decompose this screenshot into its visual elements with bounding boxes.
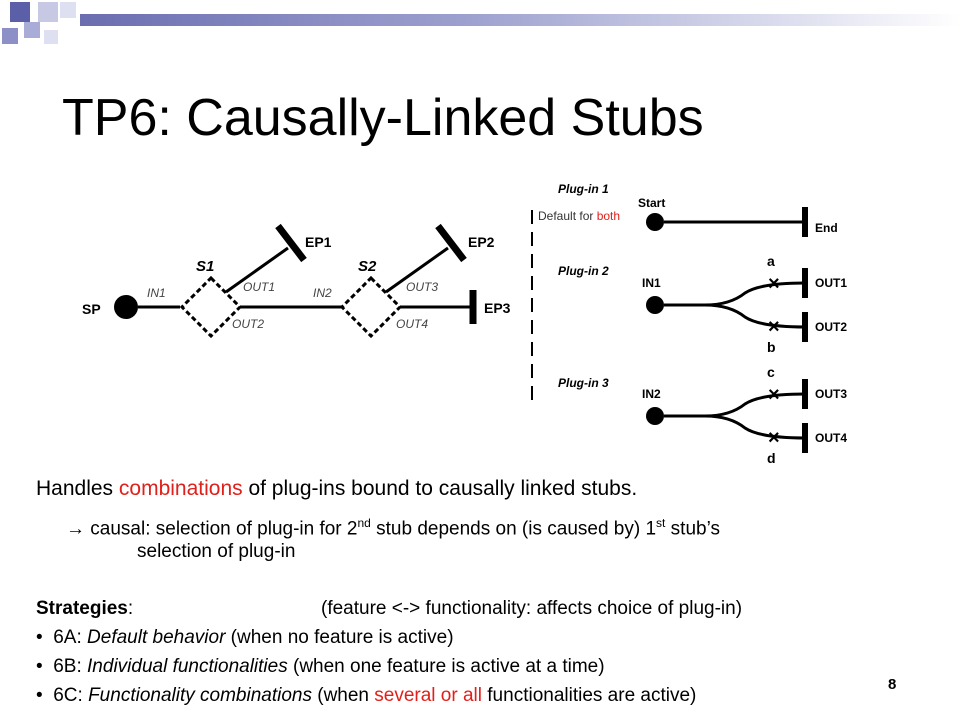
default-both: both xyxy=(596,209,621,223)
plugin1-start xyxy=(646,213,664,231)
bullet-6a xyxy=(36,627,454,649)
plugin2-x-b: × xyxy=(768,316,780,338)
plugin1-label: Plug-in 1 xyxy=(558,182,609,196)
handles-post: of plug-ins bound to causally linked stubs. xyxy=(242,477,638,500)
handles-pre: Handles xyxy=(36,477,119,500)
bullet-6c xyxy=(36,685,696,707)
s2-label: S2 xyxy=(358,258,377,275)
bullet-6b xyxy=(36,656,605,678)
slide-title: TP6: Causally-Linked Stubs xyxy=(62,89,704,147)
plugin2-in1-label: IN1 xyxy=(642,276,661,290)
plugin3-out4-label: OUT4 xyxy=(815,431,848,445)
b2-pre: 6B: xyxy=(53,656,88,677)
default-for-both xyxy=(538,209,620,223)
strategies-colon: : xyxy=(127,598,134,619)
sp-label: SP xyxy=(82,301,101,317)
strategies-line xyxy=(36,598,133,620)
b1-pre: 6A: xyxy=(53,627,88,648)
page-number: 8 xyxy=(888,676,897,693)
plugin2-out1-label: OUT1 xyxy=(815,276,848,290)
plugin2-a-label: a xyxy=(767,253,775,269)
plugin3-d-label: d xyxy=(767,450,776,466)
root-map xyxy=(82,226,511,336)
start-point xyxy=(114,295,138,319)
s1-label: S1 xyxy=(196,258,215,275)
b2-em: Individual functionalities xyxy=(87,656,288,677)
plugin3-start xyxy=(646,407,664,425)
in1-label: IN1 xyxy=(147,286,166,300)
out3-label-left: OUT3 xyxy=(406,280,439,294)
ep3-label: EP3 xyxy=(484,300,511,316)
plugin2-start xyxy=(646,296,664,314)
causal-a: causal: selection of plug-in for 2 xyxy=(85,518,358,540)
plugin3-in2-label: IN2 xyxy=(642,387,661,401)
b2-post: (when one feature is active at a time) xyxy=(287,656,605,677)
arrow-right-icon: → xyxy=(66,518,85,540)
causal-line-cont: selection of plug-in xyxy=(137,541,296,562)
in2-label-left: IN2 xyxy=(313,286,332,300)
plugin3-x-c: × xyxy=(768,384,780,406)
bullet-dot: • xyxy=(36,685,43,706)
b3-red: several or all xyxy=(374,685,482,706)
b3-em: Functionality combinations xyxy=(88,685,312,706)
strategies-label: Strategies xyxy=(36,598,128,619)
causal-c: stub’s xyxy=(665,518,720,540)
b1-post: (when no feature is active) xyxy=(225,627,454,648)
sup-nd: nd xyxy=(357,516,371,530)
bullet-dot: • xyxy=(36,656,43,677)
ep1-bar xyxy=(278,226,304,260)
causal-line xyxy=(66,512,720,540)
plugin2-b-label: b xyxy=(767,339,776,355)
b1-em: Default behavior xyxy=(87,627,226,648)
b3-post: functionalities are active) xyxy=(482,685,697,706)
handles-line xyxy=(36,477,637,501)
plugin3-c-label: c xyxy=(767,364,775,380)
bullet-dot: • xyxy=(36,627,43,648)
b3-mid: (when xyxy=(311,685,375,706)
plugin3-x-d: × xyxy=(768,427,780,449)
causal-b: stub depends on (is caused by) 1 xyxy=(370,518,657,540)
ep2-label: EP2 xyxy=(468,234,495,250)
default-prefix: Default for xyxy=(538,209,597,223)
plugin1-end-label: End xyxy=(815,221,838,235)
plugin2-map xyxy=(558,253,847,355)
sup-st: st xyxy=(656,516,666,530)
strategies-note: (feature <-> functionality: affects choice of plug-in) xyxy=(321,598,743,619)
plugin3-out3-label: OUT3 xyxy=(815,387,848,401)
ep1-label: EP1 xyxy=(305,234,332,250)
plugin2-label: Plug-in 2 xyxy=(558,264,609,278)
out2-label-left: OUT2 xyxy=(232,317,265,331)
out1-label-left: OUT1 xyxy=(243,280,276,294)
plugin3-map xyxy=(558,364,847,466)
plugin3-fork xyxy=(664,394,805,438)
handles-red: combinations xyxy=(118,477,243,500)
out4-label-left: OUT4 xyxy=(396,317,429,331)
ep2-bar xyxy=(438,226,464,260)
plugin3-label: Plug-in 3 xyxy=(558,376,609,390)
plugin1-start-label: Start xyxy=(638,196,666,210)
plugin2-out2-label: OUT2 xyxy=(815,320,848,334)
plugin2-x-a: × xyxy=(768,273,780,295)
plugin2-fork xyxy=(664,283,805,327)
b3-pre: 6C: xyxy=(53,685,89,706)
plugin1-map xyxy=(538,182,838,237)
